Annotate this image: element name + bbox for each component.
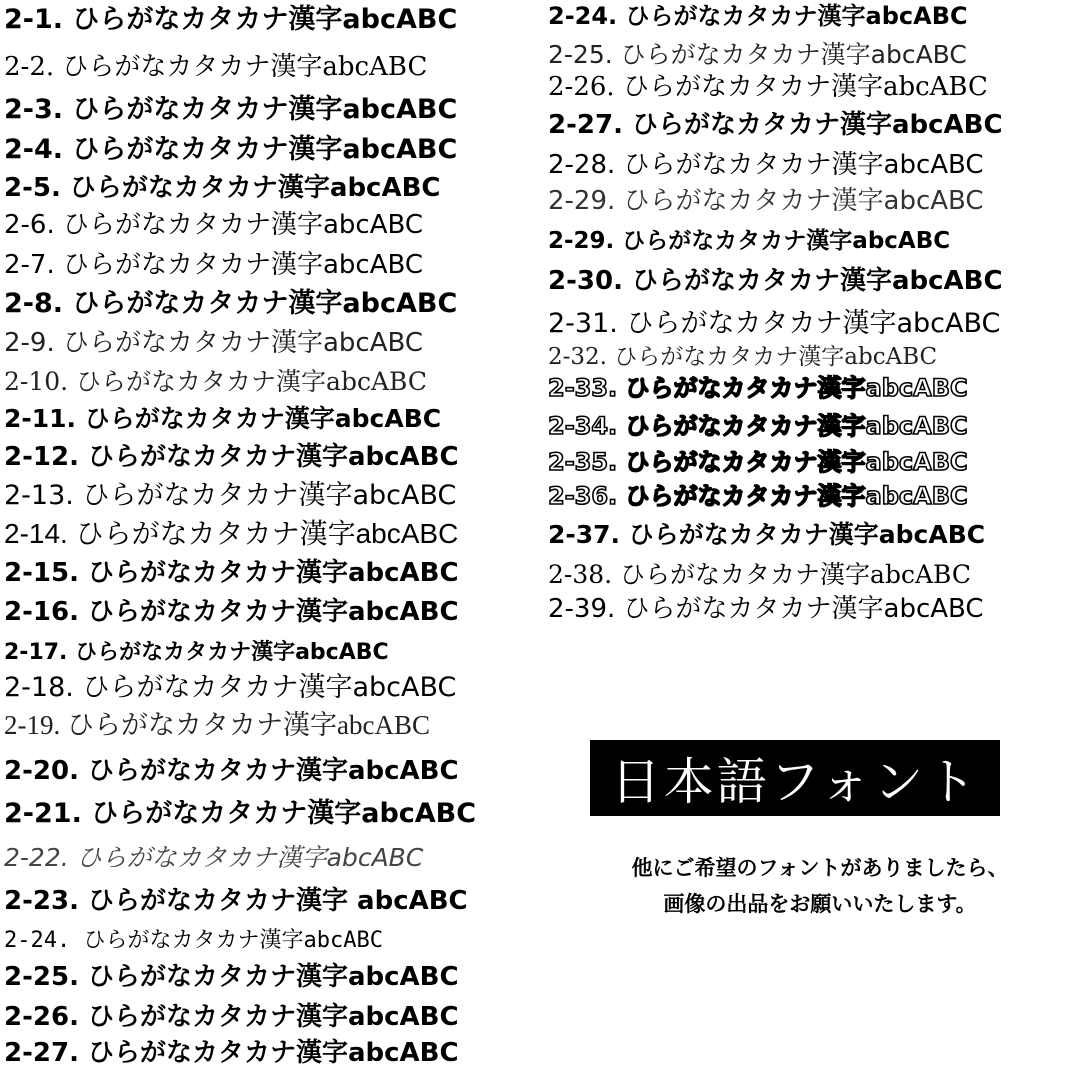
font-sample-row: 2-2. ひらがなカタカナ漢字abcABC: [4, 52, 428, 82]
font-sample-row: 2-3. ひらがなカタカナ漢字abcABC: [4, 94, 458, 125]
font-sample-row: 2-27. ひらがなカタカナ漢字abcABC: [548, 110, 1003, 140]
font-sample-row: 2-25. ひらがなカタカナ漢字abcABC: [548, 40, 967, 69]
font-sample-row: 2-10. ひらがなカタカナ漢字abcABC: [4, 367, 427, 396]
font-sample-row: 2-33. ひらがなカタカナ漢字abcABC: [548, 374, 968, 402]
font-sample-row: 2-29. ひらがなカタカナ漢字abcABC: [548, 186, 984, 216]
font-sample-row: 2-24. ひらがなカタカナ漢字abcABC: [4, 928, 383, 953]
banner-title: 日本語フォント: [610, 753, 980, 811]
font-sample-row: 2-13. ひらがなカタカナ漢字abcABC: [4, 480, 457, 511]
font-sample-row: 2-35. ひらがなカタカナ漢字abcABC: [548, 448, 968, 476]
font-sample-row: 2-1. ひらがなカタカナ漢字abcABC: [4, 4, 458, 35]
font-sample-row: 2-14. ひらがなカタカナ漢字abcABC: [4, 518, 459, 549]
font-sample-row: 2-31. ひらがなカタカナ漢字abcABC: [548, 308, 1001, 339]
font-sample-row: 2-12. ひらがなカタカナ漢字abcABC: [4, 442, 459, 472]
font-sample-row: 2-39. ひらがなカタカナ漢字abcABC: [548, 594, 984, 624]
font-sample-row: 2-4. ひらがなカタカナ漢字abcABC: [4, 134, 458, 165]
font-sample-row: 2-24. ひらがなカタカナ漢字abcABC: [548, 2, 968, 30]
note-line-2: 画像の出品をお願いいたします。: [663, 891, 977, 916]
font-sample-row: 2-20. ひらがなカタカナ漢字abcABC: [4, 756, 459, 786]
font-sample-row: 2-9. ひらがなカタカナ漢字abcABC: [4, 328, 424, 358]
font-sample-row: 2-26. ひらがなカタカナ漢字abcABC: [548, 72, 988, 102]
font-sample-row: 2-6. ひらがなカタカナ漢字abcABC: [4, 210, 424, 240]
font-sample-row: 2-34. ひらがなカタカナ漢字abcABC: [548, 412, 968, 440]
title-banner: [590, 740, 1000, 816]
font-sample-row: 2-17. ひらがなカタカナ漢字abcABC: [4, 640, 389, 665]
font-sample-row: 2-23. ひらがなカタカナ漢字 abcABC: [4, 886, 468, 916]
font-sample-row: 2-5. ひらがなカタカナ漢字abcABC: [4, 173, 441, 203]
font-sample-row: 2-15. ひらがなカタカナ漢字abcABC: [4, 558, 459, 588]
font-sample-row: 2-7. ひらがなカタカナ漢字abcABC: [4, 250, 424, 280]
font-sample-row: 2-22. ひらがなカタカナ漢字abcABC: [4, 843, 424, 872]
font-sample-row: 2-32. ひらがなカタカナ漢字abcABC: [548, 344, 938, 370]
font-sample-row: 2-30. ひらがなカタカナ漢字abcABC: [548, 266, 1003, 296]
font-sample-row: 2-27. ひらがなカタカナ漢字abcABC: [4, 1038, 459, 1068]
font-sample-row: 2-21. ひらがなカタカナ漢字abcABC: [4, 798, 477, 829]
font-sample-row: 2-37. ひらがなカタカナ漢字abcABC: [548, 520, 986, 549]
font-sample-row: 2-16. ひらがなカタカナ漢字abcABC: [4, 597, 459, 627]
font-sample-row: 2-36. ひらがなカタカナ漢字abcABC: [548, 482, 968, 510]
font-sample-row: 2-8. ひらがなカタカナ漢字abcABC: [4, 288, 458, 319]
font-sample-row: 2-18. ひらがなカタカナ漢字abcABC: [4, 672, 457, 703]
font-sample-row: 2-28. ひらがなカタカナ漢字abcABC: [548, 150, 984, 180]
font-sample-row: 2-11. ひらがなカタカナ漢字abcABC: [4, 404, 442, 433]
font-sample-row: 2-38. ひらがなカタカナ漢字abcABC: [548, 560, 971, 589]
font-sample-row: 2-25. ひらがなカタカナ漢字abcABC: [4, 962, 459, 992]
note-line-1: 他にご希望のフォントがありましたら、: [631, 855, 1009, 880]
font-sample-row: 2-26. ひらがなカタカナ漢字abcABC: [4, 1002, 459, 1032]
font-sample-row: 2-29. ひらがなカタカナ漢字abcABC: [548, 228, 951, 254]
font-sample-row: 2-19. ひらがなカタカナ漢字abcABC: [4, 710, 430, 740]
